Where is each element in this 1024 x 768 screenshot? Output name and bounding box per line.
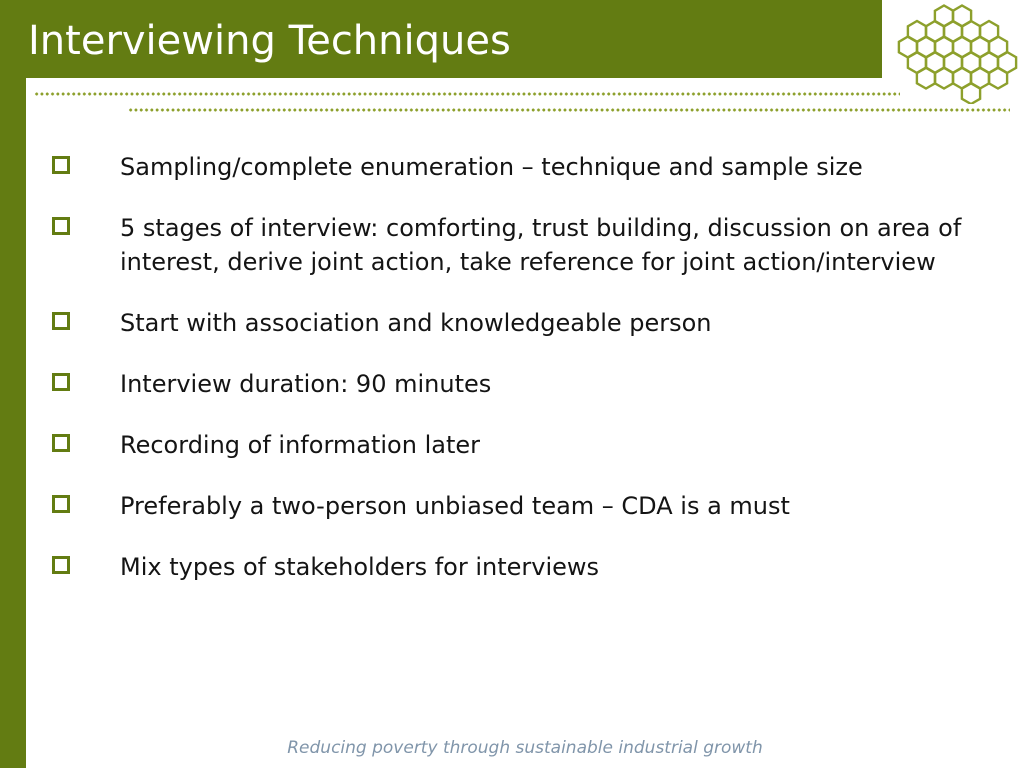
bullet-text: Start with association and knowledgeable person	[120, 309, 712, 337]
hollow-square-bullet-icon	[52, 556, 70, 574]
hollow-square-bullet-icon	[52, 495, 70, 513]
dotted-divider-top	[34, 92, 900, 96]
hexagon-cell	[962, 83, 980, 104]
bullet-item	[46, 489, 1006, 523]
bullet-text: Recording of information later	[120, 431, 480, 459]
slide-footer: Reducing poverty through sustainable industrial growth	[287, 738, 763, 758]
bullet-text: Preferably a two-person unbiased team – CDA is a must	[120, 492, 790, 520]
title-banner	[0, 0, 882, 78]
hollow-square-bullet-icon	[52, 312, 70, 330]
slide-title: Interviewing Techniques	[28, 18, 511, 64]
bullet-text: Sampling/complete enumeration – technique and sample size	[120, 153, 863, 181]
hollow-square-bullet-icon	[52, 434, 70, 452]
hexagon-honeycomb-logo-icon	[896, 2, 1020, 104]
hollow-square-bullet-icon	[52, 373, 70, 391]
bullet-text: Interview duration: 90 minutes	[120, 370, 492, 398]
bullet-item	[46, 306, 1006, 340]
hollow-square-bullet-icon	[52, 156, 70, 174]
hollow-square-bullet-icon	[52, 217, 70, 235]
dotted-divider-bottom	[128, 108, 1010, 112]
bullet-list	[46, 150, 1006, 611]
bullet-text: 5 stages of interview: comforting, trust building, discussion on area of interest, derive joint action, take reference for joint action/interview	[120, 214, 962, 276]
bullet-item	[46, 150, 1006, 184]
bullet-item	[46, 428, 1006, 462]
bullet-text: Mix types of stakeholders for interviews	[120, 553, 600, 581]
hexagon-cell	[935, 68, 953, 89]
bullet-item	[46, 211, 1006, 279]
hexagon-cell	[989, 68, 1007, 89]
bullet-item	[46, 367, 1006, 401]
hexagon-cell	[917, 68, 935, 89]
left-accent-bar	[0, 0, 26, 768]
bullet-item	[46, 550, 1006, 584]
